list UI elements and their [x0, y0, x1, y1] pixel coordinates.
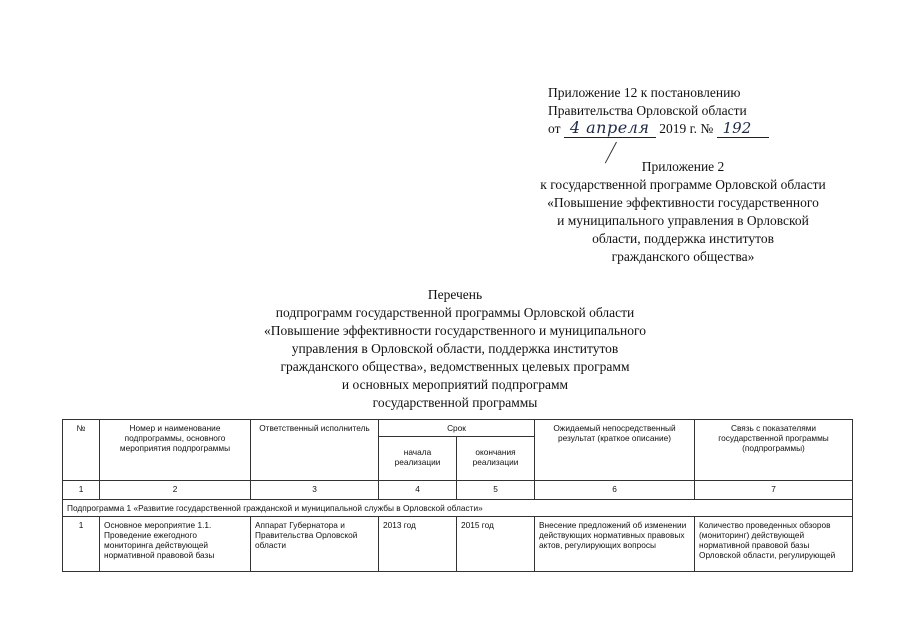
appendix-line: к государственной программе Орловской области [540, 177, 826, 192]
row-name: Основное мероприятие 1.1. Проведение ежегодного мониторинга действующей нормативной правовой базы [100, 517, 251, 572]
appendix-line: гражданского общества» [611, 249, 755, 264]
col-number: 3 [251, 481, 379, 500]
title-line: «Повышение эффективности государственного и муниципального [264, 323, 646, 338]
header-year-text: 2019 г. № [659, 121, 714, 136]
resolution-header [548, 84, 868, 138]
row-executor: Аппарат Губернатора и Правительства Орловской области [251, 517, 379, 572]
header-line-1: Приложение 12 к постановлению [548, 85, 741, 100]
appendix-line: области, поддержка институтов [592, 231, 774, 246]
title-line: и основных мероприятий подпрограмм [341, 377, 569, 392]
col-number: 5 [457, 481, 535, 500]
column-numbers-row [63, 481, 853, 500]
handwritten-number: 192 [722, 119, 752, 137]
title-line: Перечень [427, 287, 483, 302]
appendix-line: Приложение 2 [641, 159, 725, 174]
header-executor: Ответственный исполнитель [251, 420, 379, 481]
header-term-start: начала реализации [379, 437, 457, 481]
document-title [215, 286, 695, 412]
title-line: подпрограмм государственной программы Орловской области [275, 305, 635, 320]
header-term-end: окончания реализации [457, 437, 535, 481]
header-link: Связь с показателями государственной программы (подпрограммы) [695, 420, 853, 481]
row-end: 2015 год [457, 517, 535, 572]
subprogram-row [63, 500, 853, 517]
row-result: Внесение предложений об изменении действующих нормативных правовых актов, регулирующих вопросы [535, 517, 695, 572]
row-num: 1 [63, 517, 100, 572]
appendix-line: «Повышение эффективности государственного [547, 195, 819, 210]
header-term: Срок [379, 420, 535, 437]
col-number: 2 [100, 481, 251, 500]
programs-table [62, 419, 853, 572]
col-number: 7 [695, 481, 853, 500]
title-line: управления в Орловской области, поддержка институтов [291, 341, 619, 356]
table-header-row [63, 420, 853, 437]
col-number: 6 [535, 481, 695, 500]
subprogram-title: Подпрограмма 1 «Развитие государственной гражданской и муниципальной службы в Орловской области» [63, 500, 853, 517]
header-num: № [63, 420, 100, 481]
col-number: 1 [63, 481, 100, 500]
appendix-2-block [518, 158, 848, 266]
title-line: государственной программы [372, 395, 538, 410]
row-start: 2013 год [379, 517, 457, 572]
handwritten-date: 4 апреля [569, 118, 650, 137]
handwritten-date-field [564, 118, 656, 138]
header-from-label: от [548, 121, 561, 136]
handwritten-number-field [717, 119, 769, 138]
row-link: Количество проведенных обзоров (мониторинг) действующей нормативной правовой базы Орловской области, регулирующей [695, 517, 853, 572]
header-result: Ожидаемый непосредственный результат (краткое описание) [535, 420, 695, 481]
table-row [63, 517, 853, 572]
col-number: 4 [379, 481, 457, 500]
header-name: Номер и наименование подпрограммы, основного мероприятия подпрограммы [100, 420, 251, 481]
appendix-line: и муниципального управления в Орловской [557, 213, 809, 228]
header-line-2: Правительства Орловской области [548, 103, 747, 118]
title-line: гражданского общества», ведомственных целевых программ [280, 359, 630, 374]
header-date-line [548, 120, 868, 138]
